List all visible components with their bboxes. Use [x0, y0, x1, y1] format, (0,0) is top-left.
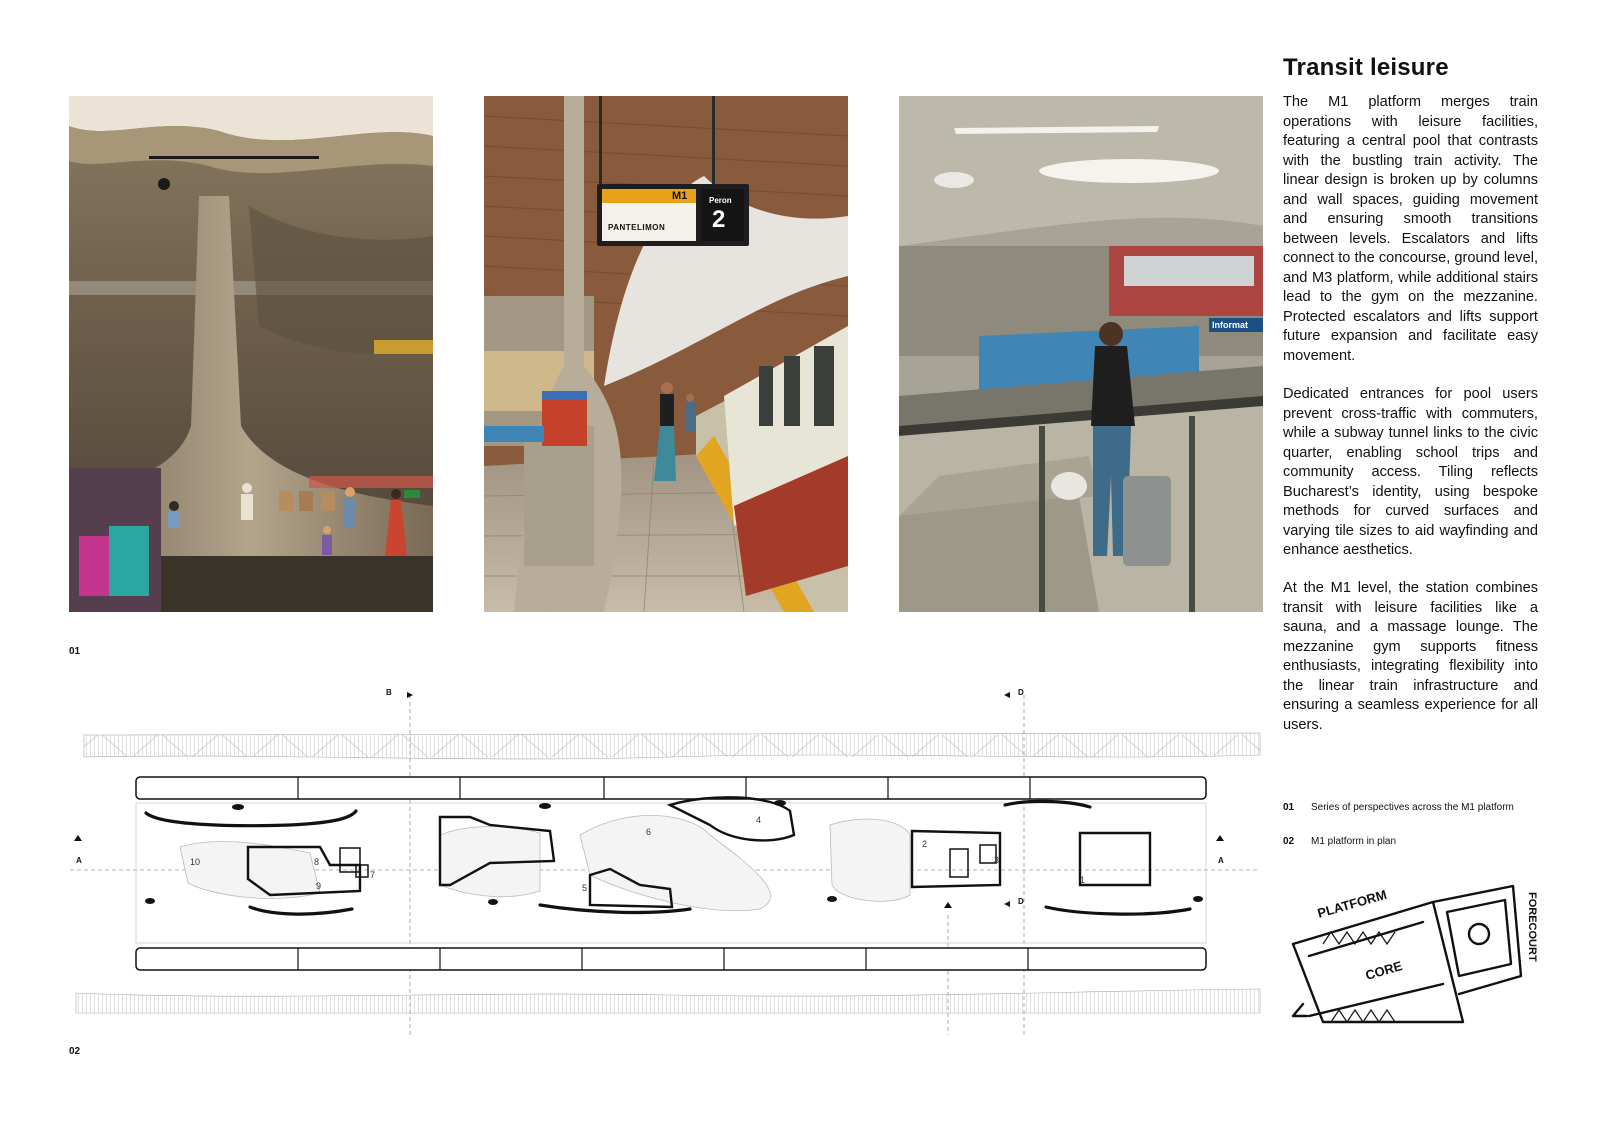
platform-plan-drawing [70, 688, 1260, 1035]
perspective-image-3 [899, 96, 1263, 612]
room-number-3: 3 [994, 855, 1000, 865]
room-number-7: 7 [370, 870, 376, 880]
concept-sketch [1283, 872, 1538, 1032]
sketch-label-platform: PLATFORM [1315, 886, 1389, 921]
perspective-image-1 [69, 96, 433, 612]
sign-peron-label: Peron [709, 196, 732, 205]
legend-number: 02 [1283, 836, 1295, 847]
section-mark-d-top: D [1018, 688, 1024, 697]
sketch-label-forecourt: FORECOURT [1526, 892, 1538, 962]
room-number-2: 2 [922, 839, 928, 849]
room-number-10: 10 [190, 857, 201, 867]
section-mark-d-bottom: D [1018, 897, 1024, 906]
figure-number-2: 02 [69, 1046, 81, 1057]
perspective-image-2 [484, 96, 848, 612]
page-title: Transit leisure [1283, 54, 1449, 81]
legend-text: M1 platform in plan [1311, 836, 1397, 847]
figure-number-1: 01 [69, 646, 81, 657]
legend-item-2 [1283, 836, 1396, 847]
section-mark-a-left: A [76, 856, 82, 865]
legend-text: Series of perspectives across the M1 platform [1311, 802, 1514, 813]
section-mark-b: B [386, 688, 392, 697]
legend-number: 01 [1283, 802, 1295, 813]
room-number-8: 8 [314, 857, 320, 867]
info-sign-text: Informat [1212, 320, 1248, 330]
section-mark-a-right: A [1218, 856, 1224, 865]
room-number-5: 5 [582, 883, 588, 893]
sign-line-label: M1 [672, 190, 688, 202]
room-number-4: 4 [756, 815, 762, 825]
legend-item-1 [1283, 802, 1514, 813]
room-number-1: 1 [1080, 875, 1086, 885]
room-number-9: 9 [316, 881, 322, 891]
sketch-label-core: CORE [1363, 958, 1404, 983]
room-number-6: 6 [646, 827, 652, 837]
sign-destination: PANTELIMON [608, 223, 666, 232]
sign-peron-number: 2 [712, 206, 726, 233]
paragraph-1: The M1 platform merges train operations with leisure facilities, featuring a central pool that contrasts with the bustling train activity. The linear design is broken up by columns and wall spaces, guiding movement and ensuring smooth transitions between levels. Escalators and lifts connect to the concourse, ground level, and M3 platform, while additional stairs lead to the gym on the mezzanine. Protected escalators and lifts support future expansion and facilitate easy movement. [1283, 94, 1538, 364]
paragraph-2: Dedicated entrances for pool users prevent cross-traffic with commuters, while a subway tunnel links to the civic quarter, enabling school trips and community access. Tiling reflects Bucharest’s identity, using bespoke methods for curved surfaces and varying tile sizes to aid wayfinding and enhance aesthetics. [1283, 386, 1538, 558]
paragraph-3: At the M1 level, the station combines transit with leisure facilities like a sauna, and a massage lounge. The mezzanine gym supports fitness enthusiasts, integrating flexibility into the linear train infrastructure and ensuring a seamless experience for all users. [1283, 580, 1538, 733]
